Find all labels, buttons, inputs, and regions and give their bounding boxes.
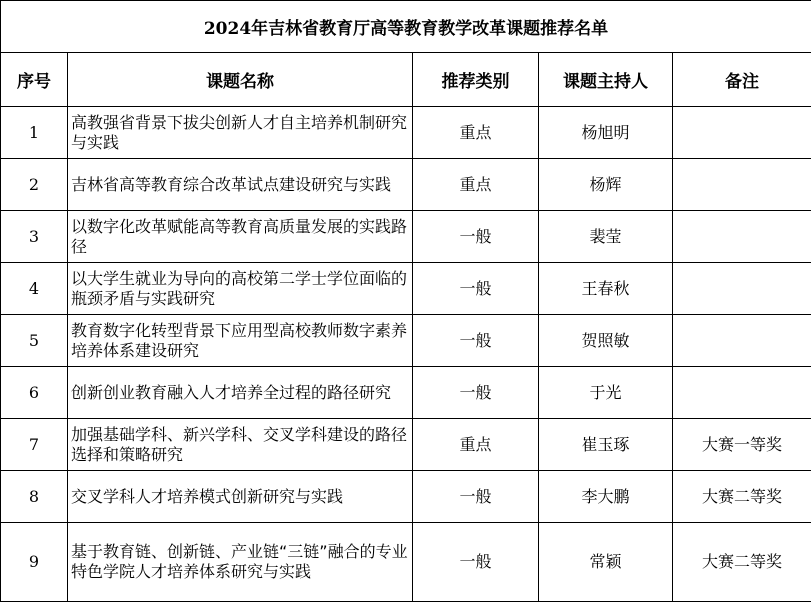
table-row xyxy=(1,159,811,211)
row-note: 大赛二等奖 xyxy=(673,523,811,602)
table-row xyxy=(1,107,811,159)
row-category: 重点 xyxy=(413,159,539,211)
row-host: 常颖 xyxy=(539,523,673,602)
table-row xyxy=(1,523,811,602)
row-name: 高教强省背景下拔尖创新人才自主培养机制研究与实践 xyxy=(68,107,413,159)
table-row xyxy=(1,263,811,315)
row-note xyxy=(673,159,811,211)
row-num: 9 xyxy=(1,523,68,602)
row-note xyxy=(673,367,811,419)
table-row xyxy=(1,367,811,419)
header-row xyxy=(1,53,811,107)
row-name: 教育数字化转型背景下应用型高校教师数字素养培养体系建设研究 xyxy=(68,315,413,367)
row-note xyxy=(673,263,811,315)
row-host: 李大鹏 xyxy=(539,471,673,523)
row-host: 贺照敏 xyxy=(539,315,673,367)
row-num: 3 xyxy=(1,211,68,263)
row-category: 重点 xyxy=(413,419,539,471)
row-category: 一般 xyxy=(413,471,539,523)
header-note: 备注 xyxy=(673,53,811,107)
header-name: 课题名称 xyxy=(68,53,413,107)
row-num: 5 xyxy=(1,315,68,367)
table-row xyxy=(1,211,811,263)
table-row xyxy=(1,471,811,523)
row-host: 王春秋 xyxy=(539,263,673,315)
header-num: 序号 xyxy=(1,53,68,107)
row-note xyxy=(673,315,811,367)
row-note xyxy=(673,211,811,263)
header-host: 课题主持人 xyxy=(539,53,673,107)
row-category: 一般 xyxy=(413,211,539,263)
row-name: 以大学生就业为导向的高校第二学士学位面临的瓶颈矛盾与实践研究 xyxy=(68,263,413,315)
row-num: 1 xyxy=(1,107,68,159)
table-row xyxy=(1,315,811,367)
row-num: 8 xyxy=(1,471,68,523)
row-category: 一般 xyxy=(413,263,539,315)
table-row xyxy=(1,419,811,471)
row-name: 以数字化改革赋能高等教育高质量发展的实践路径 xyxy=(68,211,413,263)
row-category: 一般 xyxy=(413,523,539,602)
row-category: 一般 xyxy=(413,315,539,367)
table-title: 2024年吉林省教育厅高等教育教学改革课题推荐名单 xyxy=(1,1,811,53)
row-note: 大赛二等奖 xyxy=(673,471,811,523)
row-name: 基于教育链、创新链、产业链“三链”融合的专业特色学院人才培养体系研究与实践 xyxy=(68,523,413,602)
row-category: 一般 xyxy=(413,367,539,419)
row-name: 创新创业教育融入人才培养全过程的路径研究 xyxy=(68,367,413,419)
row-num: 6 xyxy=(1,367,68,419)
row-host: 崔玉琢 xyxy=(539,419,673,471)
row-num: 2 xyxy=(1,159,68,211)
row-note: 大赛一等奖 xyxy=(673,419,811,471)
row-name: 加强基础学科、新兴学科、交叉学科建设的路径选择和策略研究 xyxy=(68,419,413,471)
row-host: 杨旭明 xyxy=(539,107,673,159)
row-num: 4 xyxy=(1,263,68,315)
row-category: 重点 xyxy=(413,107,539,159)
header-category: 推荐类别 xyxy=(413,53,539,107)
row-host: 杨辉 xyxy=(539,159,673,211)
row-host: 裴莹 xyxy=(539,211,673,263)
row-name: 吉林省高等教育综合改革试点建设研究与实践 xyxy=(68,159,413,211)
row-name: 交叉学科人才培养模式创新研究与实践 xyxy=(68,471,413,523)
row-note xyxy=(673,107,811,159)
row-host: 于光 xyxy=(539,367,673,419)
row-num: 7 xyxy=(1,419,68,471)
